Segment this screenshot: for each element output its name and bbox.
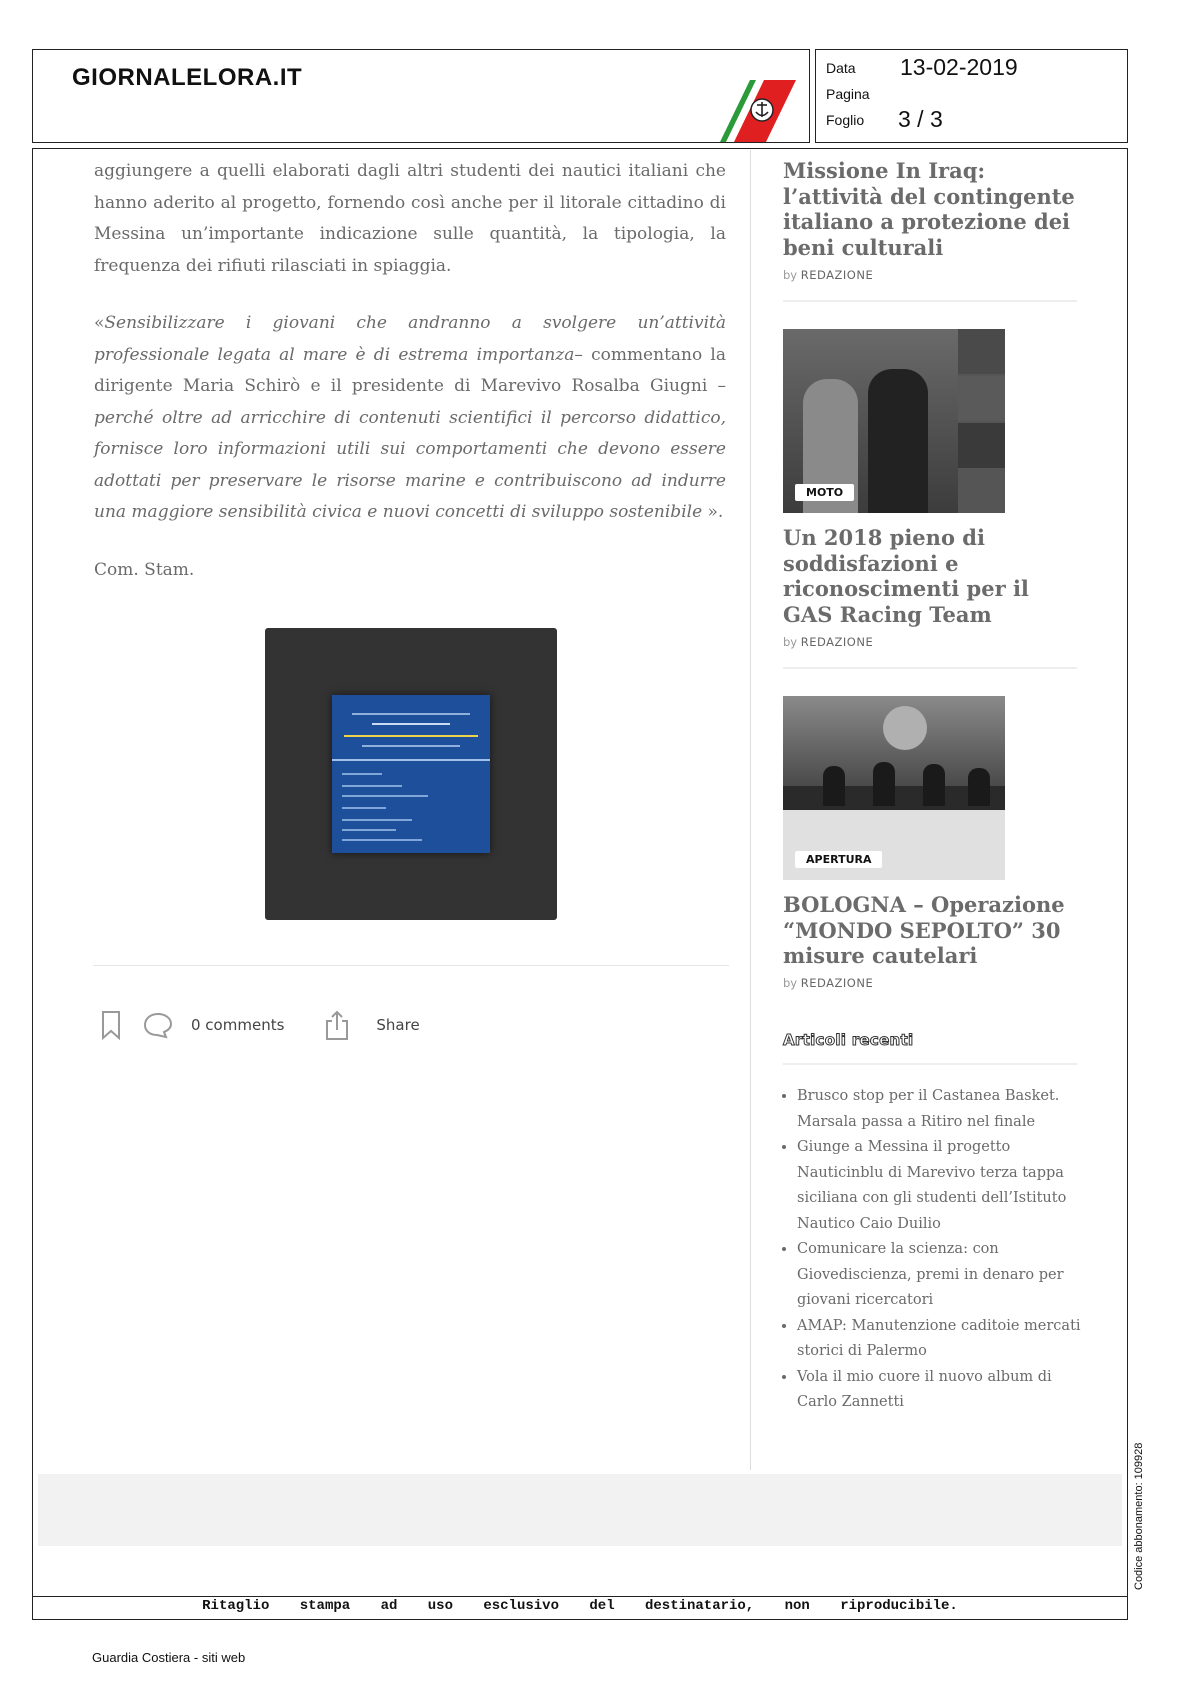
recent-article-link[interactable]: • Comunicare la scienza: con Giovediscienza, premi in denaro per giovani ricercatori <box>797 1237 1087 1314</box>
recent-article-link[interactable]: • Giunge a Messina il progetto Nauticinblu di Marevivo terza tappa siciliana con gli studenti dell’Istituto Nautico Caio Duilio <box>797 1135 1087 1237</box>
sidebar-post-3-badge[interactable]: APERTURA <box>795 851 882 868</box>
comment-icon[interactable] <box>142 1010 174 1040</box>
recent-article-link[interactable]: • Brusco stop per il Castanea Basket. Marsala passa a Ritiro nel finale <box>797 1084 1087 1135</box>
sidebar-post-2-title[interactable]: Un 2018 pieno di soddisfazioni e riconoscimenti per il GAS Racing Team <box>783 525 1029 627</box>
article-body <box>94 156 726 586</box>
site-name: GIORNALELORA.IT <box>72 64 303 91</box>
sidebar-post-3-title[interactable]: BOLOGNA – Operazione “MONDO SEPOLTO” 30 misure cautelari <box>783 892 1065 968</box>
source-label: Guardia Costiera - siti web <box>92 1650 246 1665</box>
foglio-value: 3 / 3 <box>898 106 943 132</box>
share-link[interactable]: Share <box>376 1016 420 1034</box>
recent-articles-list <box>783 1084 1087 1416</box>
foglio-label: Foglio <box>826 112 865 128</box>
coast-guard-logo <box>716 80 796 142</box>
clipping-notice: Ritaglio stampa ad uso esclusivo del destinatario, non riproducibile. <box>202 1598 958 1614</box>
recent-articles-heading: Articoli recenti <box>783 1031 914 1049</box>
recent-article-link[interactable]: • AMAP: Manutenzione caditoie mercati storici di Palermo <box>797 1314 1087 1365</box>
sidebar-post-1-byline: by REDAZIONE <box>783 268 874 282</box>
share-icon[interactable] <box>324 1009 350 1041</box>
data-value: 13-02-2019 <box>900 54 1018 80</box>
sidebar-post-2-thumbnail[interactable] <box>783 329 1005 513</box>
bookmark-icon[interactable] <box>100 1010 122 1040</box>
sidebar-separator <box>783 300 1077 302</box>
sidebar-post-3-thumbnail[interactable] <box>783 696 1005 880</box>
subscription-code: Codice abbonamento: 109928 <box>1133 1442 1145 1590</box>
recent-article-link[interactable]: • Vola il mio cuore il nuovo album di Carlo Zannetti <box>797 1365 1087 1416</box>
article-paragraph-2: «Sensibilizzare i giovani che andranno a svolgere un’attività professionale legata al mare è di estrema importanza– commentano la dirigente Maria Schirò e il presidente di Marevivo Rosalba Giugni – perché oltre ad arricchire di contenuti scientifici il percorso didattico, fornisce loro informazioni utili sui comportamenti che devono essere adottati per preservare le risorse marine e contribuiscono ad indurre una maggiore sensibilità civica e nuovi concetti di sviluppo sostenibile ». <box>94 313 726 522</box>
comments-count-link[interactable]: 0 comments <box>191 1016 285 1034</box>
pagina-label: Pagina <box>826 86 870 102</box>
data-label: Data <box>826 60 856 76</box>
column-divider <box>750 150 751 1470</box>
sidebar-post-3-byline: by REDAZIONE <box>783 976 874 990</box>
sidebar-post-2-byline: by REDAZIONE <box>783 635 874 649</box>
footer-band <box>38 1474 1122 1546</box>
frame-divider <box>32 1596 1128 1597</box>
poster-thumbnail <box>332 695 490 853</box>
sidebar-separator <box>783 1063 1077 1065</box>
article-actions <box>100 1005 420 1045</box>
sidebar-separator <box>783 667 1077 669</box>
sidebar-post-2-badge[interactable]: MOTO <box>795 484 854 501</box>
article-paragraph-1: aggiungere a quelli elaborati dagli altri studenti dei nautici italiani che hanno aderito al progetto, fornendo così anche per il litorale cittadino di Messina un’importante indicazione sulle quantità, la tipologia, la frequenza dei rifiuti rilasciati in spiaggia. <box>94 161 726 276</box>
sidebar-post-1-title[interactable]: Missione In Iraq: l’attività del contingente italiano a protezione dei beni culturali <box>783 158 1075 260</box>
article-paragraph-3: Com. Stam. <box>94 559 195 580</box>
article-separator <box>93 965 729 966</box>
